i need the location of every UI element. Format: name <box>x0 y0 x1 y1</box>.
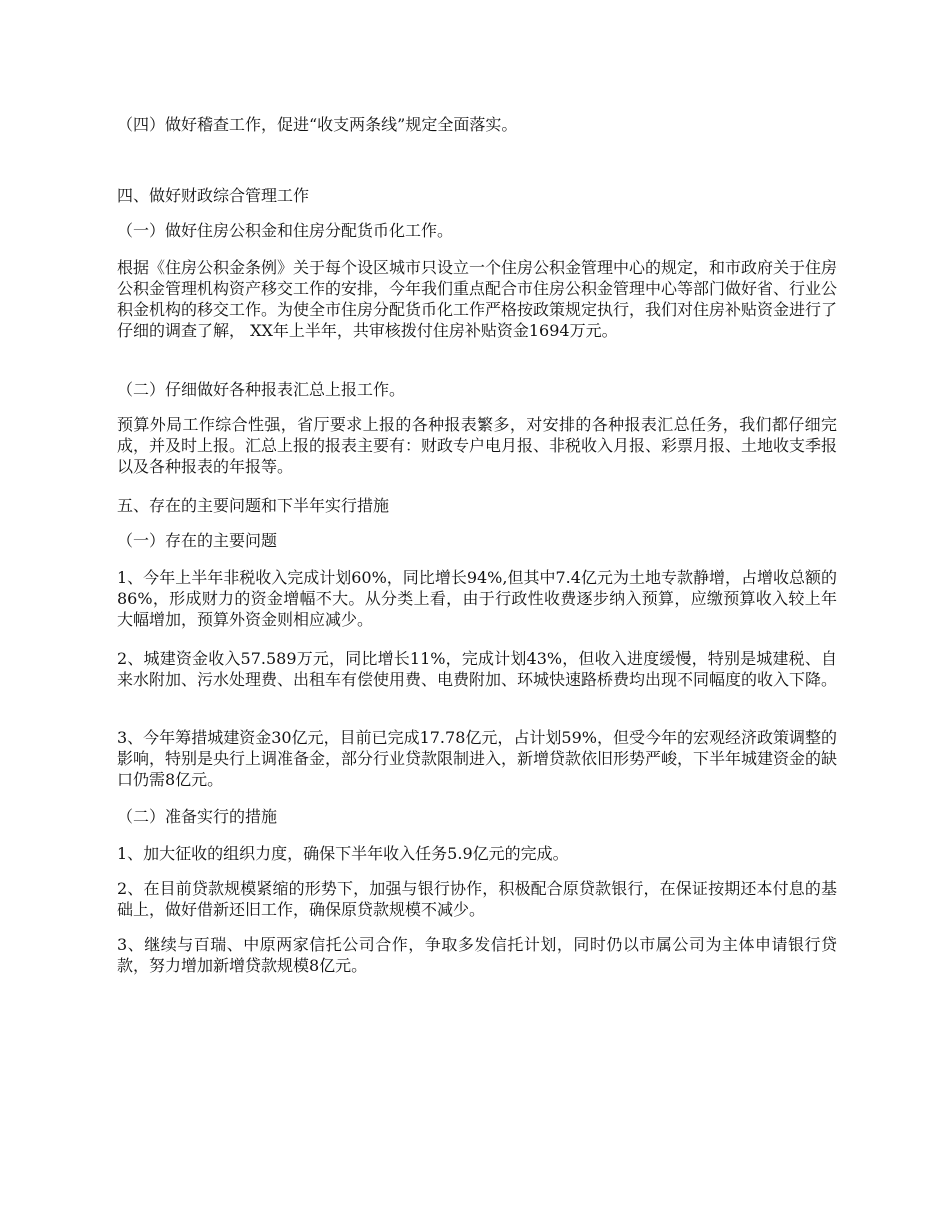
reports-paragraph: 预算外局工作综合性强，省厅要求上报的各种报表繁多，对安排的各种报表汇总任务，我们都仔细完成，并及时上报。汇总上报的报表主要有：财政专户电月报、非税收入月报、彩票月报、土地收支季报以及各种报表的年报等。 <box>117 415 838 476</box>
section-5-2-heading: （二）准备实行的措施 <box>117 807 278 826</box>
section-4-heading: 四、做好财政综合管理工作 <box>117 186 310 205</box>
problem-3-paragraph: 3、今年筹措城建资金30亿元，目前已完成17.78亿元，占计划59%，但受今年的宏观经济政策调整的影响，特别是央行上调准备金，部分行业贷款限制进入，新增贷款依旧形势严峻，下半年城建资金的缺口仍需8亿元。 <box>117 728 838 789</box>
section-4-2-heading: （二）仔细做好各种报表汇总上报工作。 <box>117 380 406 399</box>
measure-1-paragraph: 1、加大征收的组织力度，确保下半年收入任务5.9亿元的完成。 <box>117 844 569 863</box>
section-5-heading: 五、存在的主要问题和下半年实行措施 <box>117 496 390 515</box>
measure-2-paragraph: 2、在目前贷款规模紧缩的形势下，加强与银行协作，积极配合原贷款银行，在保证按期还本付息的基础上，做好借新还旧工作，确保原贷款规模不减少。 <box>117 879 837 919</box>
problem-1-paragraph: 1、今年上半年非税收入完成计划60%，同比增长94%,但其中7.4亿元为土地专款静增，占增收总额的86%，形成财力的资金增幅不大。从分类上看，由于行政性收费逐步纳入预算，应缴预算收入较上年大幅增加，预算外资金则相应减少。 <box>117 568 837 629</box>
measure-3-paragraph: 3、继续与百瑞、中原两家信托公司合作，争取多发信托计划，同时仍以市属公司为主体申请银行贷款，努力增加新增贷款规模8亿元。 <box>117 935 837 975</box>
section-4-4-heading: （四）做好稽查工作，促进“收支两条线”规定全面落实。 <box>117 115 518 134</box>
section-4-1-heading: （一）做好住房公积金和住房分配货币化工作。 <box>117 221 454 240</box>
problem-2-paragraph: 2、城建资金收入57.589万元，同比增长11%，完成计划43%，但收入进度缓慢，特别是城建税、自来水附加、污水处理费、出租车有偿使用费、电费附加、环城快速路桥费均出现不同幅度的收入下降。 <box>117 649 838 689</box>
section-5-1-heading: （一）存在的主要问题 <box>117 531 278 550</box>
housing-fund-paragraph: 根据《住房公积金条例》关于每个设区城市只设立一个住房公积金管理中心的规定，和市政府关于住房公积金管理机构资产移交工作的安排，今年我们重点配合市住房公积金管理中心等部门做好省、行业公积金机构的移交工作。为使全市住房分配货币化工作严格按政策规定执行，我们对住房补贴资金进行了仔细的调查了解， XX年上半年，共审核拨付住房补贴资金1694万元。 <box>117 258 838 340</box>
